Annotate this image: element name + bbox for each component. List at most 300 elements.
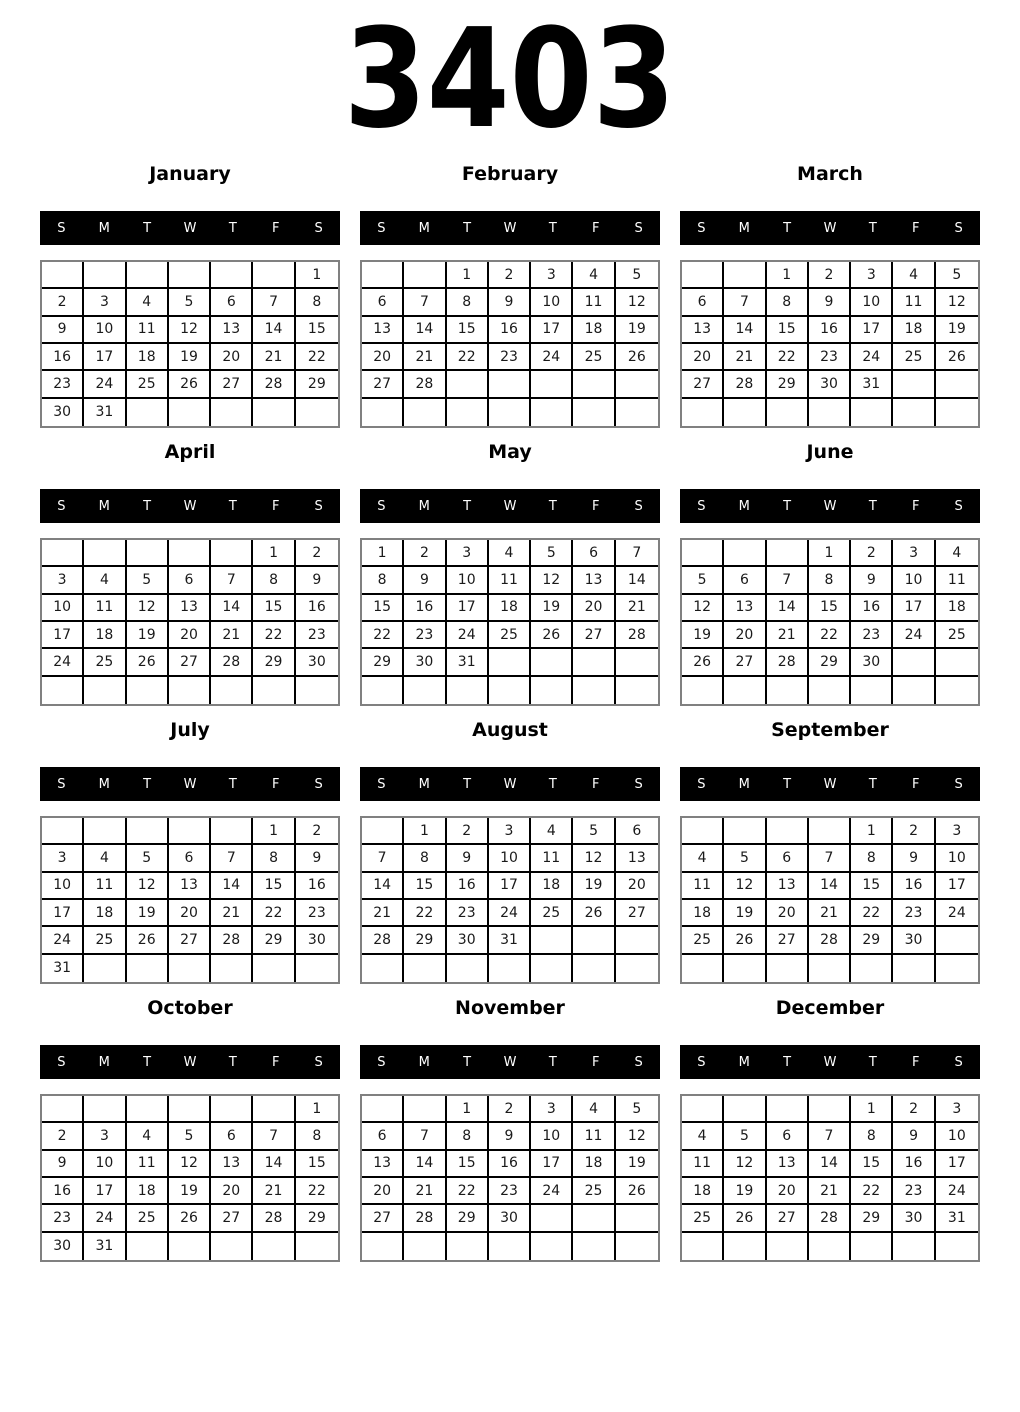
date-cell [489, 677, 531, 704]
date-cell: 11 [573, 1123, 615, 1150]
date-cell: 24 [42, 927, 84, 954]
weekday-label: T [783, 498, 792, 514]
month-block [680, 992, 980, 1262]
weekday-label: T [143, 776, 152, 792]
date-cell: 17 [42, 900, 84, 927]
date-cell: 10 [936, 845, 978, 872]
date-cell [573, 399, 615, 426]
weekday-label: T [783, 220, 792, 236]
date-cell: 8 [362, 567, 404, 594]
month-block [680, 714, 980, 984]
date-cell: 3 [851, 262, 893, 289]
date-cell [127, 1233, 169, 1260]
date-cell [616, 1233, 658, 1260]
weekday-label: M [738, 776, 750, 792]
date-cell [767, 540, 809, 567]
date-cell: 12 [616, 1123, 658, 1150]
date-cell: 7 [809, 1123, 851, 1150]
date-cell: 18 [936, 595, 978, 622]
month-title: October [147, 997, 233, 1019]
date-cell: 11 [84, 595, 126, 622]
weekday-label: M [738, 1054, 750, 1070]
date-cell: 17 [489, 873, 531, 900]
date-cell [84, 540, 126, 567]
date-cell: 15 [447, 317, 489, 344]
date-cell [724, 677, 766, 704]
date-cell: 11 [84, 873, 126, 900]
date-cell: 2 [489, 1096, 531, 1123]
date-cell: 2 [296, 540, 338, 567]
date-cell: 28 [253, 371, 295, 398]
date-cell: 16 [296, 873, 338, 900]
date-cell: 7 [809, 845, 851, 872]
date-cell: 1 [296, 1096, 338, 1123]
weekday-label: T [228, 220, 237, 236]
weekday-label: S [634, 498, 643, 514]
date-cell: 23 [851, 622, 893, 649]
date-cell [573, 955, 615, 982]
date-cell: 1 [809, 540, 851, 567]
month-block [680, 158, 980, 428]
weekday-label: F [591, 220, 600, 236]
date-cell: 16 [42, 1178, 84, 1205]
weekday-label: T [548, 776, 557, 792]
date-cell [42, 540, 84, 567]
date-cell: 6 [169, 845, 211, 872]
date-cell [211, 955, 253, 982]
date-cell: 21 [809, 900, 851, 927]
date-cell: 26 [616, 1178, 658, 1205]
date-cell: 30 [809, 371, 851, 398]
date-grid [360, 1094, 660, 1262]
date-cell: 13 [573, 567, 615, 594]
date-cell: 1 [404, 818, 446, 845]
date-cell: 6 [211, 1123, 253, 1150]
date-cell: 28 [724, 371, 766, 398]
date-cell: 13 [724, 595, 766, 622]
date-cell: 18 [573, 317, 615, 344]
date-cell: 12 [724, 1151, 766, 1178]
date-cell: 13 [362, 317, 404, 344]
date-cell: 3 [42, 567, 84, 594]
date-cell: 31 [447, 649, 489, 676]
date-cell [489, 1233, 531, 1260]
date-cell [724, 1233, 766, 1260]
weekday-label: S [314, 776, 323, 792]
date-cell: 30 [42, 399, 84, 426]
date-cell: 10 [851, 289, 893, 316]
date-cell: 26 [724, 1205, 766, 1232]
date-cell: 22 [296, 344, 338, 371]
date-cell [682, 399, 724, 426]
date-cell [127, 818, 169, 845]
date-cell: 18 [682, 900, 724, 927]
date-cell: 28 [404, 1205, 446, 1232]
date-cell [404, 399, 446, 426]
date-cell: 26 [724, 927, 766, 954]
date-cell: 8 [296, 1123, 338, 1150]
date-cell [851, 399, 893, 426]
month-title: March [797, 163, 863, 185]
date-cell [573, 677, 615, 704]
date-cell: 8 [447, 1123, 489, 1150]
date-cell: 3 [936, 818, 978, 845]
date-cell: 14 [767, 595, 809, 622]
date-cell: 25 [127, 1205, 169, 1232]
month-title: April [164, 441, 216, 463]
weekday-label: M [98, 776, 110, 792]
date-cell: 22 [447, 1178, 489, 1205]
date-cell: 3 [447, 540, 489, 567]
date-cell: 30 [404, 649, 446, 676]
date-cell: 25 [682, 1205, 724, 1232]
date-cell: 26 [169, 1205, 211, 1232]
date-cell: 20 [211, 1178, 253, 1205]
date-cell: 19 [616, 1151, 658, 1178]
date-cell: 21 [404, 1178, 446, 1205]
date-cell: 22 [296, 1178, 338, 1205]
date-cell [447, 677, 489, 704]
date-cell: 12 [127, 873, 169, 900]
date-cell: 27 [211, 1205, 253, 1232]
weekday-label: S [57, 498, 66, 514]
date-cell [253, 955, 295, 982]
weekday-label: W [183, 498, 197, 514]
date-cell: 12 [531, 567, 573, 594]
date-cell: 14 [253, 1151, 295, 1178]
date-cell: 5 [936, 262, 978, 289]
date-cell: 17 [936, 1151, 978, 1178]
date-cell: 24 [531, 1178, 573, 1205]
date-cell: 26 [573, 900, 615, 927]
weekday-label: T [868, 220, 877, 236]
date-cell: 2 [893, 818, 935, 845]
date-cell [296, 955, 338, 982]
date-cell: 26 [616, 344, 658, 371]
date-cell: 24 [84, 371, 126, 398]
date-cell: 8 [809, 567, 851, 594]
date-cell [362, 1233, 404, 1260]
date-cell: 28 [767, 649, 809, 676]
date-cell: 20 [169, 900, 211, 927]
date-cell: 15 [767, 317, 809, 344]
date-cell: 22 [767, 344, 809, 371]
date-cell [767, 1096, 809, 1123]
date-cell: 11 [127, 1151, 169, 1178]
date-cell: 25 [531, 900, 573, 927]
date-cell: 23 [42, 1205, 84, 1232]
date-cell [84, 818, 126, 845]
date-cell: 30 [851, 649, 893, 676]
date-cell: 7 [767, 567, 809, 594]
date-cell [127, 1096, 169, 1123]
date-cell [531, 677, 573, 704]
weekday-label: W [503, 1054, 517, 1070]
date-cell [682, 818, 724, 845]
date-cell: 21 [404, 344, 446, 371]
date-cell: 12 [169, 317, 211, 344]
date-cell: 17 [84, 1178, 126, 1205]
date-cell: 27 [682, 371, 724, 398]
weekday-label: W [823, 220, 837, 236]
date-cell: 24 [489, 900, 531, 927]
date-cell: 22 [362, 622, 404, 649]
date-cell: 24 [936, 900, 978, 927]
weekday-label: S [634, 220, 643, 236]
date-cell: 7 [724, 289, 766, 316]
weekday-label: S [954, 498, 963, 514]
date-cell [809, 1096, 851, 1123]
date-cell: 4 [573, 262, 615, 289]
month-title: August [472, 719, 548, 741]
date-cell: 30 [893, 1205, 935, 1232]
date-cell: 10 [42, 873, 84, 900]
date-cell: 1 [362, 540, 404, 567]
date-cell: 15 [296, 1151, 338, 1178]
date-cell [682, 1233, 724, 1260]
date-cell [724, 399, 766, 426]
date-cell: 20 [362, 344, 404, 371]
date-cell [936, 927, 978, 954]
date-cell: 29 [447, 1205, 489, 1232]
date-cell [936, 1233, 978, 1260]
date-cell: 31 [936, 1205, 978, 1232]
date-cell: 16 [851, 595, 893, 622]
month-block [360, 158, 660, 428]
date-cell [253, 399, 295, 426]
date-cell: 2 [851, 540, 893, 567]
date-cell: 16 [447, 873, 489, 900]
weekday-label: M [98, 220, 110, 236]
date-cell: 23 [447, 900, 489, 927]
date-cell: 17 [936, 873, 978, 900]
date-cell: 10 [489, 845, 531, 872]
month-title: June [806, 441, 854, 463]
date-cell: 6 [169, 567, 211, 594]
date-cell: 11 [127, 317, 169, 344]
date-cell: 16 [893, 1151, 935, 1178]
date-cell [447, 399, 489, 426]
date-cell: 1 [851, 818, 893, 845]
date-cell: 19 [531, 595, 573, 622]
date-cell: 6 [362, 1123, 404, 1150]
date-cell: 10 [531, 1123, 573, 1150]
date-cell [531, 371, 573, 398]
date-cell [724, 955, 766, 982]
date-grid [680, 1094, 980, 1262]
date-cell: 24 [84, 1205, 126, 1232]
date-cell: 12 [573, 845, 615, 872]
month-title: January [149, 163, 231, 185]
date-cell [616, 371, 658, 398]
date-cell: 30 [893, 927, 935, 954]
date-cell: 15 [253, 595, 295, 622]
weekday-label: S [954, 220, 963, 236]
month-title: May [488, 441, 532, 463]
date-cell: 20 [767, 1178, 809, 1205]
date-cell [296, 677, 338, 704]
date-cell [169, 677, 211, 704]
date-cell [936, 649, 978, 676]
date-cell: 30 [447, 927, 489, 954]
date-cell: 20 [573, 595, 615, 622]
date-cell: 10 [893, 567, 935, 594]
date-cell: 18 [893, 317, 935, 344]
date-cell: 19 [127, 900, 169, 927]
month-block [40, 714, 340, 984]
date-cell: 10 [531, 289, 573, 316]
weekday-header [40, 489, 340, 523]
date-cell: 25 [573, 1178, 615, 1205]
date-cell: 2 [809, 262, 851, 289]
date-cell: 19 [724, 900, 766, 927]
date-cell: 16 [489, 317, 531, 344]
date-cell: 23 [893, 900, 935, 927]
date-cell: 28 [616, 622, 658, 649]
date-cell: 19 [127, 622, 169, 649]
date-cell [169, 1233, 211, 1260]
date-cell: 25 [489, 622, 531, 649]
date-cell [531, 399, 573, 426]
date-cell: 2 [447, 818, 489, 845]
date-cell: 12 [616, 289, 658, 316]
weekday-label: S [314, 220, 323, 236]
weekday-label: T [548, 498, 557, 514]
month-block [680, 436, 980, 706]
date-cell: 22 [253, 622, 295, 649]
date-cell [682, 262, 724, 289]
date-cell: 10 [84, 1151, 126, 1178]
date-cell: 18 [127, 344, 169, 371]
weekday-label: T [868, 776, 877, 792]
date-cell: 31 [84, 399, 126, 426]
date-cell: 28 [362, 927, 404, 954]
date-cell: 13 [211, 317, 253, 344]
date-cell: 15 [296, 317, 338, 344]
date-cell: 14 [211, 873, 253, 900]
weekday-label: T [868, 1054, 877, 1070]
date-cell [893, 649, 935, 676]
weekday-label: M [418, 1054, 430, 1070]
date-grid [360, 816, 660, 984]
date-cell: 6 [682, 289, 724, 316]
date-cell: 27 [616, 900, 658, 927]
weekday-label: T [463, 220, 472, 236]
date-cell: 13 [211, 1151, 253, 1178]
date-cell: 13 [169, 873, 211, 900]
date-cell [489, 371, 531, 398]
date-cell: 29 [362, 649, 404, 676]
date-cell: 27 [767, 927, 809, 954]
date-cell: 25 [936, 622, 978, 649]
date-cell: 4 [531, 818, 573, 845]
date-cell: 24 [531, 344, 573, 371]
date-cell: 21 [616, 595, 658, 622]
date-cell [616, 927, 658, 954]
date-cell: 19 [169, 1178, 211, 1205]
date-cell: 22 [809, 622, 851, 649]
date-cell: 20 [169, 622, 211, 649]
weekday-label: W [503, 498, 517, 514]
date-cell: 8 [253, 567, 295, 594]
date-cell: 13 [362, 1151, 404, 1178]
date-cell [724, 540, 766, 567]
weekday-label: F [911, 220, 920, 236]
date-cell: 10 [42, 595, 84, 622]
date-cell: 1 [253, 540, 295, 567]
weekday-label: F [271, 1054, 280, 1070]
weekday-label: T [463, 498, 472, 514]
date-cell: 9 [42, 1151, 84, 1178]
date-grid [40, 816, 340, 984]
weekday-label: W [823, 1054, 837, 1070]
weekday-label: S [314, 1054, 323, 1070]
date-cell: 19 [616, 317, 658, 344]
date-cell: 18 [573, 1151, 615, 1178]
date-cell: 1 [447, 1096, 489, 1123]
date-cell: 1 [296, 262, 338, 289]
date-cell: 8 [851, 845, 893, 872]
date-cell: 18 [84, 622, 126, 649]
date-cell: 3 [489, 818, 531, 845]
date-cell: 14 [362, 873, 404, 900]
date-cell: 12 [936, 289, 978, 316]
date-cell: 31 [851, 371, 893, 398]
date-cell [767, 399, 809, 426]
date-cell [724, 1096, 766, 1123]
date-cell [169, 262, 211, 289]
date-cell: 21 [809, 1178, 851, 1205]
weekday-label: S [634, 1054, 643, 1070]
date-cell: 11 [936, 567, 978, 594]
date-cell: 17 [531, 317, 573, 344]
date-cell: 25 [682, 927, 724, 954]
date-cell: 11 [893, 289, 935, 316]
date-cell: 7 [211, 567, 253, 594]
date-cell: 21 [362, 900, 404, 927]
weekday-label: T [868, 498, 877, 514]
weekday-label: W [183, 776, 197, 792]
date-cell: 9 [296, 845, 338, 872]
date-cell [211, 677, 253, 704]
date-cell: 21 [253, 1178, 295, 1205]
date-cell: 26 [127, 927, 169, 954]
date-cell: 8 [767, 289, 809, 316]
date-cell: 6 [573, 540, 615, 567]
date-cell: 1 [851, 1096, 893, 1123]
weekday-label: S [57, 220, 66, 236]
date-cell: 4 [84, 845, 126, 872]
weekday-header [680, 767, 980, 801]
date-cell [296, 399, 338, 426]
date-cell: 10 [936, 1123, 978, 1150]
date-grid [360, 538, 660, 706]
date-cell: 21 [253, 344, 295, 371]
date-cell [936, 677, 978, 704]
month-block [360, 436, 660, 706]
date-cell: 27 [211, 371, 253, 398]
date-cell: 2 [404, 540, 446, 567]
date-cell [211, 1096, 253, 1123]
date-cell: 29 [404, 927, 446, 954]
weekday-label: T [548, 220, 557, 236]
date-cell: 5 [724, 845, 766, 872]
date-cell [127, 677, 169, 704]
date-cell [42, 677, 84, 704]
date-cell: 28 [253, 1205, 295, 1232]
date-cell: 23 [489, 1178, 531, 1205]
months-grid [40, 158, 980, 1262]
